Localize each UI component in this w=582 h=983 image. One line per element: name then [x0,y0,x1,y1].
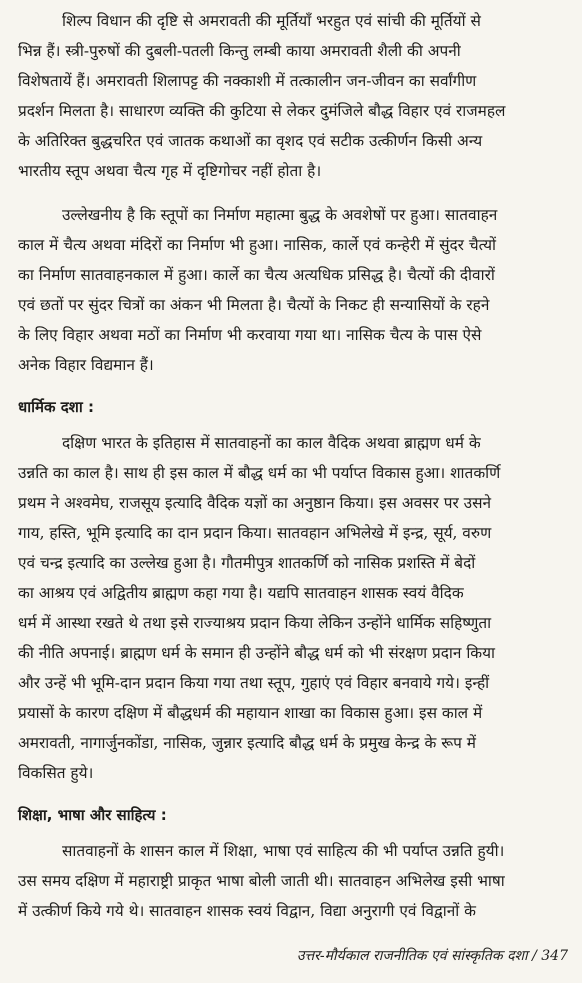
text-line: का आश्रय एवं अद्वितीय ब्राह्मण कहा गया है। यद्यपि सातवाहन शासक स्वयं वैदिक [18,584,464,602]
text-line: की नीति अपनाई। ब्राह्मण धर्म के समान ही उन्होंने बौद्ध धर्म को भी संरक्षण प्रदान किया [18,644,496,662]
text-line: भिन्न हैं। स्त्री-पुरुषों की दुबली-पतली किन्तु लम्बी काया अमरावती शैली की अपनी [18,42,461,60]
text-line: विकसित हुये। [18,764,94,782]
text-line: दक्षिण भारत के इतिहास में सातवाहनों का काल वैदिक अथवा ब्राह्मण धर्म के [62,434,481,452]
text-line: विशेषतायें हैं। अमरावती शिलापट्ट की नक्काशी में तत्कालीन जन-जीवन का सर्वांगीण [18,72,477,90]
page-footer: उत्तर-मौर्यकाल राजनीतिक एवं सांस्कृतिक दशा / 347 [296,948,568,964]
section-heading-religious: धार्मिक दशा : [18,398,94,416]
text-line: के अतिरिक्त बुद्धचरित एवं जातक कथाओं का वृशद एवं सटीक उत्कीर्णन किसी अन्य [18,132,483,150]
text-line: प्रदर्शन मिलता है। साधारण व्यक्ति की कुटिया से लेकर दुमंजिले बौद्ध विहार एवं राजमहल [18,102,506,120]
text-line: उस समय दक्षिण में महाराष्ट्री प्राकृत भाषा बोली जाती थी। सातवाहन अभिलेख इसी भाषा [18,872,505,890]
text-line: उन्नति का काल है। साथ ही इस काल में बौद्ध धर्म का भी पर्याप्त विकास हुआ। शातकर्णि [18,464,501,482]
text-line: गाय, हस्ति, भूमि इत्यादि का दान प्रदान किया। सातवहान अभिलेखे में इन्द्र, सूर्य, वरुण [18,524,492,542]
text-line: धर्म में आस्था रखते थे तथा इसे राज्याश्रय प्रदान किया लेकिन उन्होंने धार्मिक सहिष्णुता [18,614,492,632]
text-line: अमरावती, नागार्जुनकोंडा, नासिक, जुन्नार इत्यादि बौद्ध धर्म के प्रमुख केन्द्र के रूप में [18,734,476,752]
text-line: काल में चैत्य अथवा मंदिरों का निर्माण भी हुआ। नासिक, कार्ले एवं कन्हेरी में सुंदर चैत्यों [18,236,496,254]
section-heading-education: शिक्षा, भाषा और साहित्य : [18,806,167,824]
paragraph-education [18,836,568,926]
paragraph-religion [18,428,568,788]
text-line: एवं छतों पर सुंदर चित्रों का अंकन भी मिलता है। चैत्यों के निकट ही सन्यासियों के रहने [18,296,490,314]
text-line: शिल्प विधान की दृष्टि से अमरावती की मूर्तियाँ भरहुत एवं सांची की मूर्तियों से [62,12,481,30]
text-line: अनेक विहार विद्यमान हैं। [18,356,154,374]
text-line: और उन्हें भी भूमि-दान प्रदान किया गया तथा स्तूप, गुहाएं एवं विहार बनवाये गये। इन्हीं [18,674,490,692]
paragraph-gap [18,186,568,200]
text-line: सातवाहनों के शासन काल में शिक्षा, भाषा एवं साहित्य की भी पर्याप्त उन्नति हुयी। [62,842,505,860]
paragraph-sculpture [18,6,568,186]
text-line: भारतीय स्तूप अथवा चैत्य गृह में दृष्टिगोचर नहीं होता है। [18,162,322,180]
text-line: के लिए विहार अथवा मठों का निर्माण भी करवाया गया था। नासिक चैत्य के पास ऐसे [18,326,482,344]
text-line: प्रथम ने अश्वमेघ, राजसूय इत्यादि वैदिक यज्ञों का अनुष्ठान किया। इस अवसर पर उसने [18,494,492,512]
text-line: एवं चन्द्र इत्यादि का उल्लेख हुआ है। गौतमीपुत्र शातकर्णि को नासिक प्रशस्ति में बेदों [18,554,476,572]
text-line: प्रयासों के कारण दक्षिण में बौद्धधर्म की महायान शाखा का विकास हुआ। इस काल में [18,704,483,722]
text-line: में उत्कीर्ण किये गये थे। सातवाहन शासक स्वयं विद्वान, विद्या अनुरागी एवं विद्वानों के [18,902,476,920]
text-line: उल्लेखनीय है कि स्तूपों का निर्माण महात्मा बुद्ध के अवशेषों पर हुआ। सातवाहन [62,206,498,224]
paragraph-stupas [18,200,568,380]
text-line: का निर्माण सातवाहनकाल में हुआ। कार्ले का चैत्य अत्यधिक प्रसिद्ध है। चैत्यों की दीवारों [18,266,495,284]
